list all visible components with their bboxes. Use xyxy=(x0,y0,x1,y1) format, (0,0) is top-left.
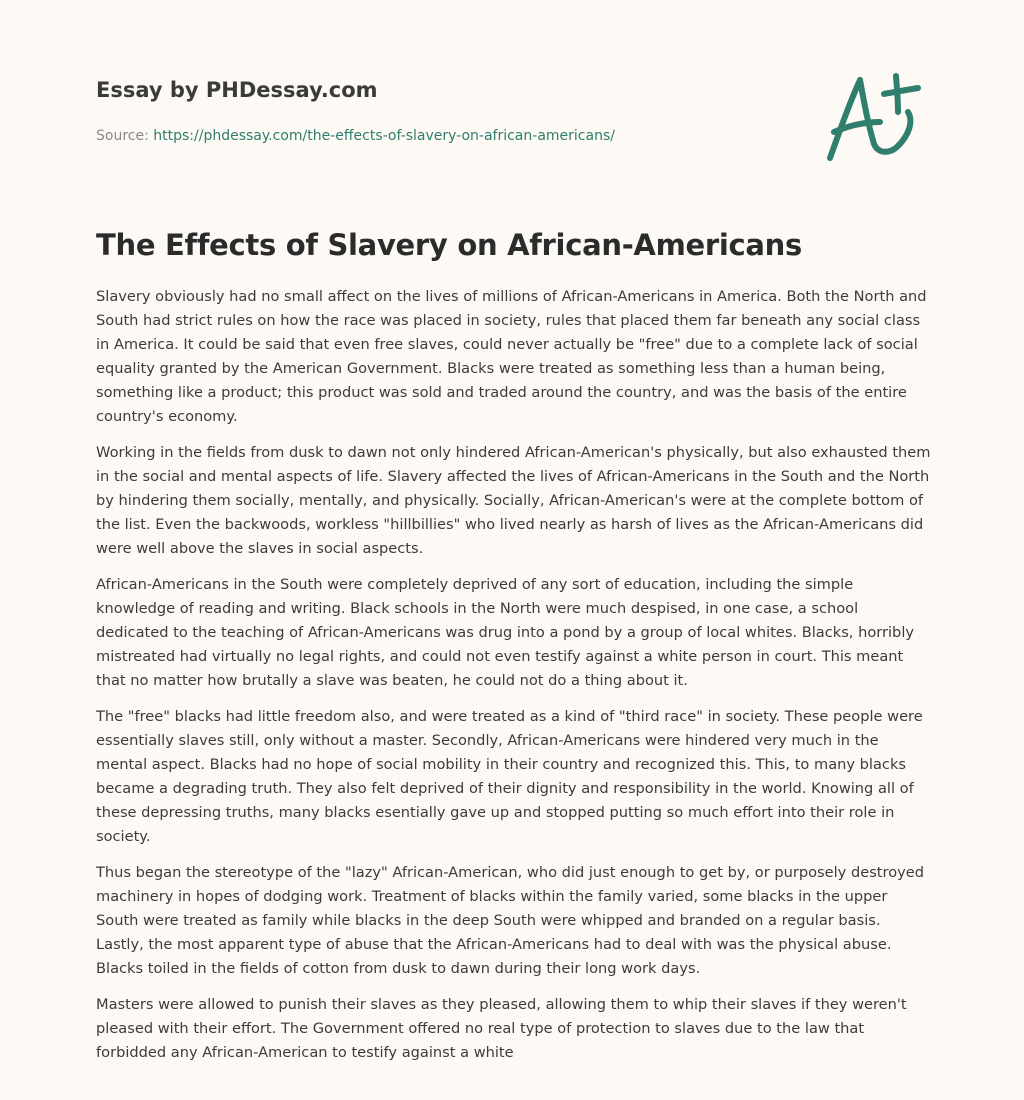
essay-title: The Effects of Slavery on African-Americans xyxy=(96,228,802,262)
essay-paragraph: African-Americans in the South were completely deprived of any sort of education, including the simple knowledge of reading and writing. Black schools in the North were much despised, in one case, a school dedicated to the teaching of African-Americans was drug into a pond by a group of local whites. Blacks, horribly mistreated had virtually no legal rights, and could not even testify against a white person in court. This meant that no matter how brutally a slave was beaten, he could not do a thing about it. xyxy=(96,576,915,689)
essay-paragraph: Slavery obviously had no small affect on the lives of millions of African-Americans in America. Both the North and South had strict rules on how the race was placed in society, rules that placed them far beneath any social class in America. It could be said that even free slaves, could never actually be "free" due to a complete lack of social equality granted by the American Government. Blacks were treated as something less than a human being, something like a product; this product was sold and traded around the country, and was the basis of the entire country's economy. xyxy=(96,288,927,425)
source-line xyxy=(96,126,796,146)
essay-paragraph: Masters were allowed to punish their slaves as they pleased, allowing them to whip their slaves if they weren't pleased with their effort. The Government offered no real type of protection to slaves due to the law that forbidded any African-American to testify against a white xyxy=(96,996,907,1061)
page-header xyxy=(96,76,796,146)
source-link[interactable]: https://phdessay.com/the-effects-of-slavery-on-african-americans/ xyxy=(153,128,615,144)
essay-paragraph: The "free" blacks had little freedom also, and were treated as a kind of "third race" in society. These people were essentially slaves still, only without a master. Secondly, African-Americans were hindered very much in the mental aspect. Blacks had no hope of social mobility in their country and recognized this. This, to many blacks became a degrading truth. They also felt deprived of their dignity and responsibility in the world. Knowing all of these depressing truths, many blacks esentially gave up and stopped putting so much effort into their role in society. xyxy=(96,708,923,845)
essay-body xyxy=(96,285,932,1077)
a-plus-grade-icon xyxy=(818,66,928,166)
essay-paragraph: Working in the fields from dusk to dawn not only hindered African-American's physically, but also exhausted them in the social and mental aspects of life. Slavery affected the lives of African-Americans in the South and the North by hindering them socially, mentally, and physically. Socially, African-American's were at the complete bottom of the list. Even the backwoods, workless "hillbillies" who lived nearly as harsh of lives as the African-Americans did were well above the slaves in social aspects. xyxy=(96,444,931,557)
site-title: Essay by PHDessay.com xyxy=(96,78,378,102)
source-label: Source: xyxy=(96,128,154,144)
essay-paragraph: Thus began the stereotype of the "lazy" African-American, who did just enough to get by, or purposely destroyed machinery in hopes of dodging work. Treatment of blacks within the family varied, some blacks in the upper South were treated as family while blacks in the deep South were whipped and branded on a regular basis. Lastly, the most apparent type of abuse that the African-Americans had to deal with was the physical abuse. Blacks toiled in the fields of cotton from dusk to dawn during their long work days. xyxy=(96,864,925,977)
